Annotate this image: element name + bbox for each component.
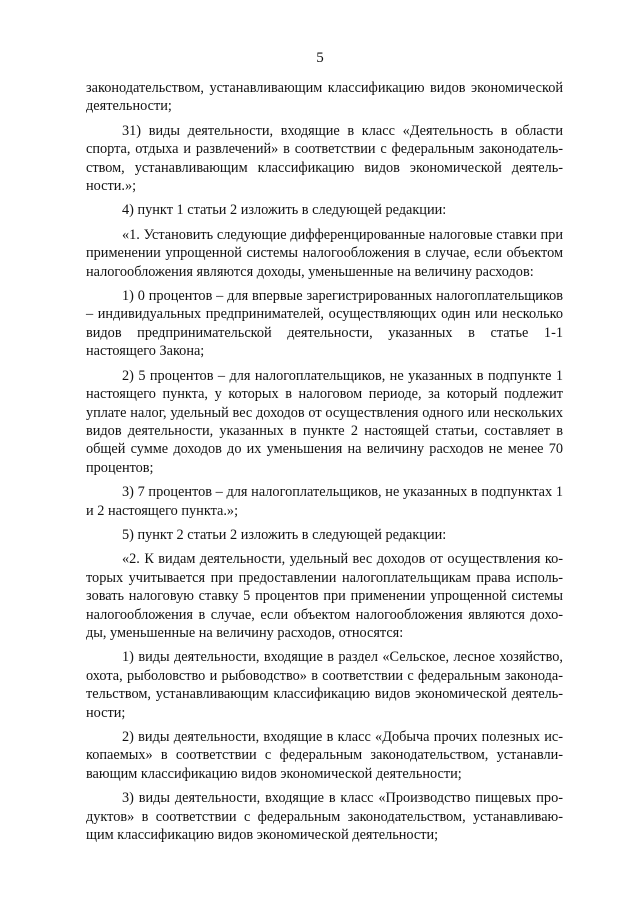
paragraph: законодательством, устанавливающим классификацию видов экономической деятельности; bbox=[86, 80, 563, 115]
paragraph: 3) виды деятельности, входящие в класс «Производство пищевых продуктов» в соответствии с федеральным законодательством, устанавливающим классификацию видов экономической деятельности; bbox=[86, 790, 563, 844]
paragraph: 3) 7 процентов – для налогоплательщиков, не указанных в подпунктах 1 и 2 настоящего пункта.»; bbox=[86, 484, 563, 519]
paragraph: «1. Установить следующие дифференцированные налоговые ставки при применении упрощенной системы налогообложения в случае, если объектом налогообложения являются доходы, уменьшенные на величину расходов: bbox=[86, 226, 563, 280]
document-body bbox=[86, 79, 563, 850]
paragraph: 31) виды деятельности, входящие в класс «Деятельность в области спорта, отдыха и развлечений» в соответствии с федеральным законодательством, устанавливающим классификацию видов экономической деятельности.»; bbox=[86, 122, 563, 195]
paragraph: 1) виды деятельности, входящие в раздел «Сельское, лесное хозяйство, охота, рыболовство и рыбоводство» в соответствии с федеральным законодательством, устанавливающим классификацию видов экономической деятельности; bbox=[86, 649, 563, 721]
paragraph: «2. К видам деятельности, удельный вес доходов от осуществления которых учитывается при предоставлении налогоплательщикам права использовать налоговую ставку 5 процентов при применении упрощенной системы налогообложения в случае, если объектом налогообложения являются доходы, уменьшенные на величину расходов, относятся: bbox=[86, 551, 563, 641]
paragraph: 5) пункт 2 статьи 2 изложить в следующей редакции: bbox=[122, 526, 447, 543]
paragraph: 2) виды деятельности, входящие в класс «Добыча прочих полезных ископаемых» в соответствии с федеральным законодательством, устанавливающим классификацию видов экономической деятельности; bbox=[86, 729, 563, 782]
paragraph: 1) 0 процентов – для впервые зарегистрированных налогоплательщиков – индивидуальных предпринимателей, осуществляющих один или несколько видов предпринимательской деятельности, указанных в статье 1-1 настоящего Закона; bbox=[86, 288, 563, 360]
paragraph: 4) пункт 1 статьи 2 изложить в следующей редакции: bbox=[122, 202, 447, 219]
page-number: 5 bbox=[316, 50, 324, 66]
paragraph: 2) 5 процентов – для налогоплательщиков, не указанных в подпункте 1 настоящего пункта, у которых в налоговом периоде, за который подлежит уплате налог, удельный вес доходов от осуществления одного или нескольких видов деятельности, указанных в пункте 2 настоящей статьи, составляет в общей сумме доходов до их уменьшения на величину расходов не менее 70 процентов; bbox=[86, 367, 563, 476]
